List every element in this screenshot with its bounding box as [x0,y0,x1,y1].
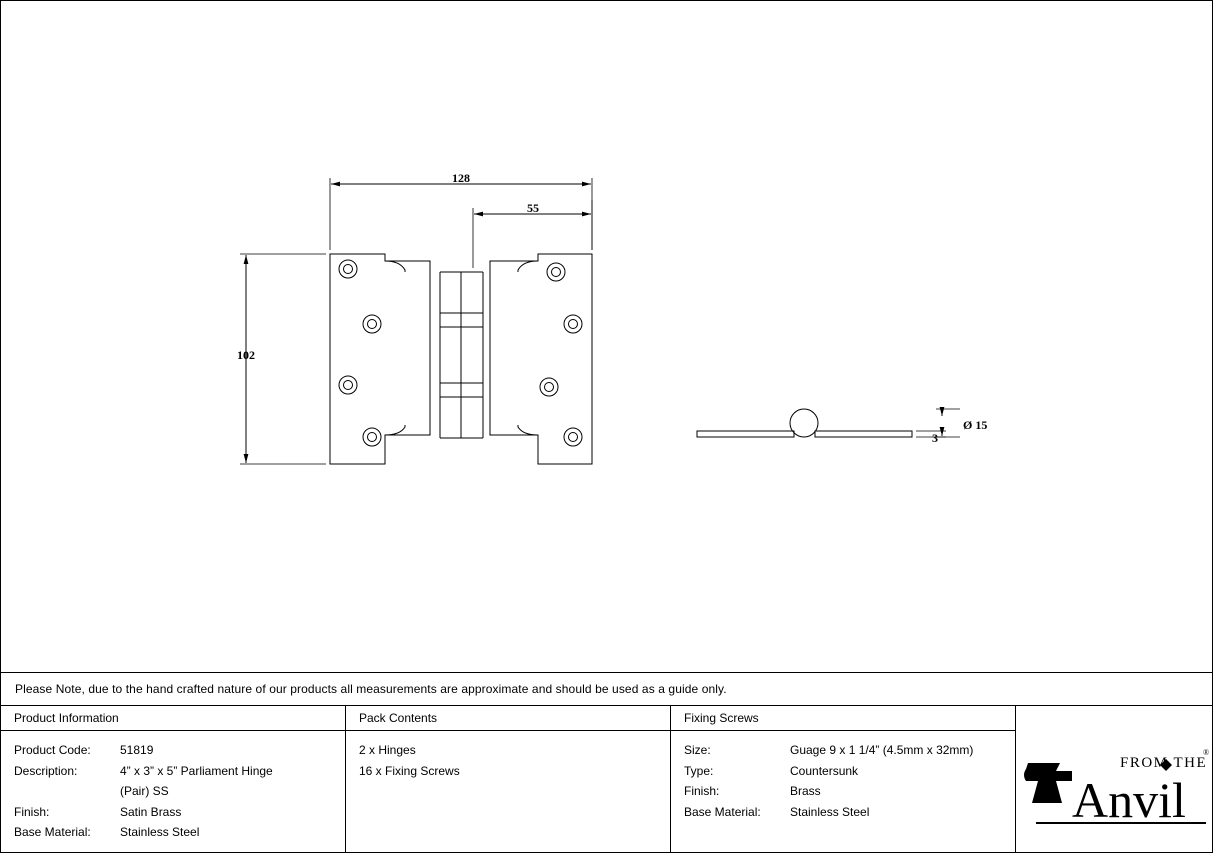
screw-finish-label: Finish: [684,784,720,798]
brand-logo-column [1016,706,1212,852]
dimension-knuckle-offset: 55 [527,201,539,215]
screw-type-value: Countersunk [790,763,859,778]
dimension-diameter: Ø 15 [963,418,988,432]
fixing-screws-column [671,706,1016,852]
logo-line1: FROM THE [1120,755,1208,771]
table-row [684,802,1015,823]
base-material-label: Base Material: [14,825,91,839]
logo-registered: ® [1203,748,1210,757]
pack-contents-body [346,731,670,781]
screw-base-material-label: Base Material: [684,804,761,819]
table-row [684,781,1015,802]
dimension-height: 102 [237,348,255,362]
product-information-body [1,731,345,843]
table-row [14,802,345,823]
description-value-continued: (Pair) SS [120,784,169,798]
table-row [14,761,345,782]
finish-label: Finish: [14,804,50,819]
product-code-value: 51819 [120,743,154,757]
pack-contents-header: Pack Contents [346,706,670,731]
screw-size-label: Size: [684,743,711,757]
finish-value: Satin Brass [120,804,182,819]
table-row [14,822,345,843]
brand-logo [1016,706,1212,852]
table-row [684,740,1015,761]
base-material-value: Stainless Steel [120,825,200,839]
product-code-label: Product Code: [14,743,91,757]
list-item: 2 x Hinges [359,743,416,757]
list-item: 16 x Fixing Screws [359,763,460,778]
spec-table [1,706,1212,852]
pack-contents-column [346,706,671,852]
screw-size-value: Guage 9 x 1 1/4” (4.5mm x 32mm) [790,743,974,757]
table-row [14,740,345,761]
description-value: 4” x 3” x 5” Parliament Hinge [120,763,273,778]
logo-line2: Anvil [1072,772,1186,828]
anvil-logo-icon [1016,719,1212,839]
dimension-overall-width: 128 [452,171,470,185]
fixing-screws-header: Fixing Screws [671,706,1015,731]
product-information-header: Product Information [1,706,345,731]
fixing-screws-body [671,731,1015,822]
product-information-column [1,706,346,852]
screw-base-material-value: Stainless Steel [790,804,870,819]
note-row [1,672,1212,706]
screw-type-label: Type: [684,763,714,778]
note-text: Please Note, due to the hand crafted nature of our products all measurements are approximate and should be used as a guide only. [15,682,727,696]
dimension-thickness: 3 [932,431,938,445]
screw-finish-value: Brass [790,784,821,798]
table-row [684,761,1015,782]
description-label: Description: [14,763,78,778]
